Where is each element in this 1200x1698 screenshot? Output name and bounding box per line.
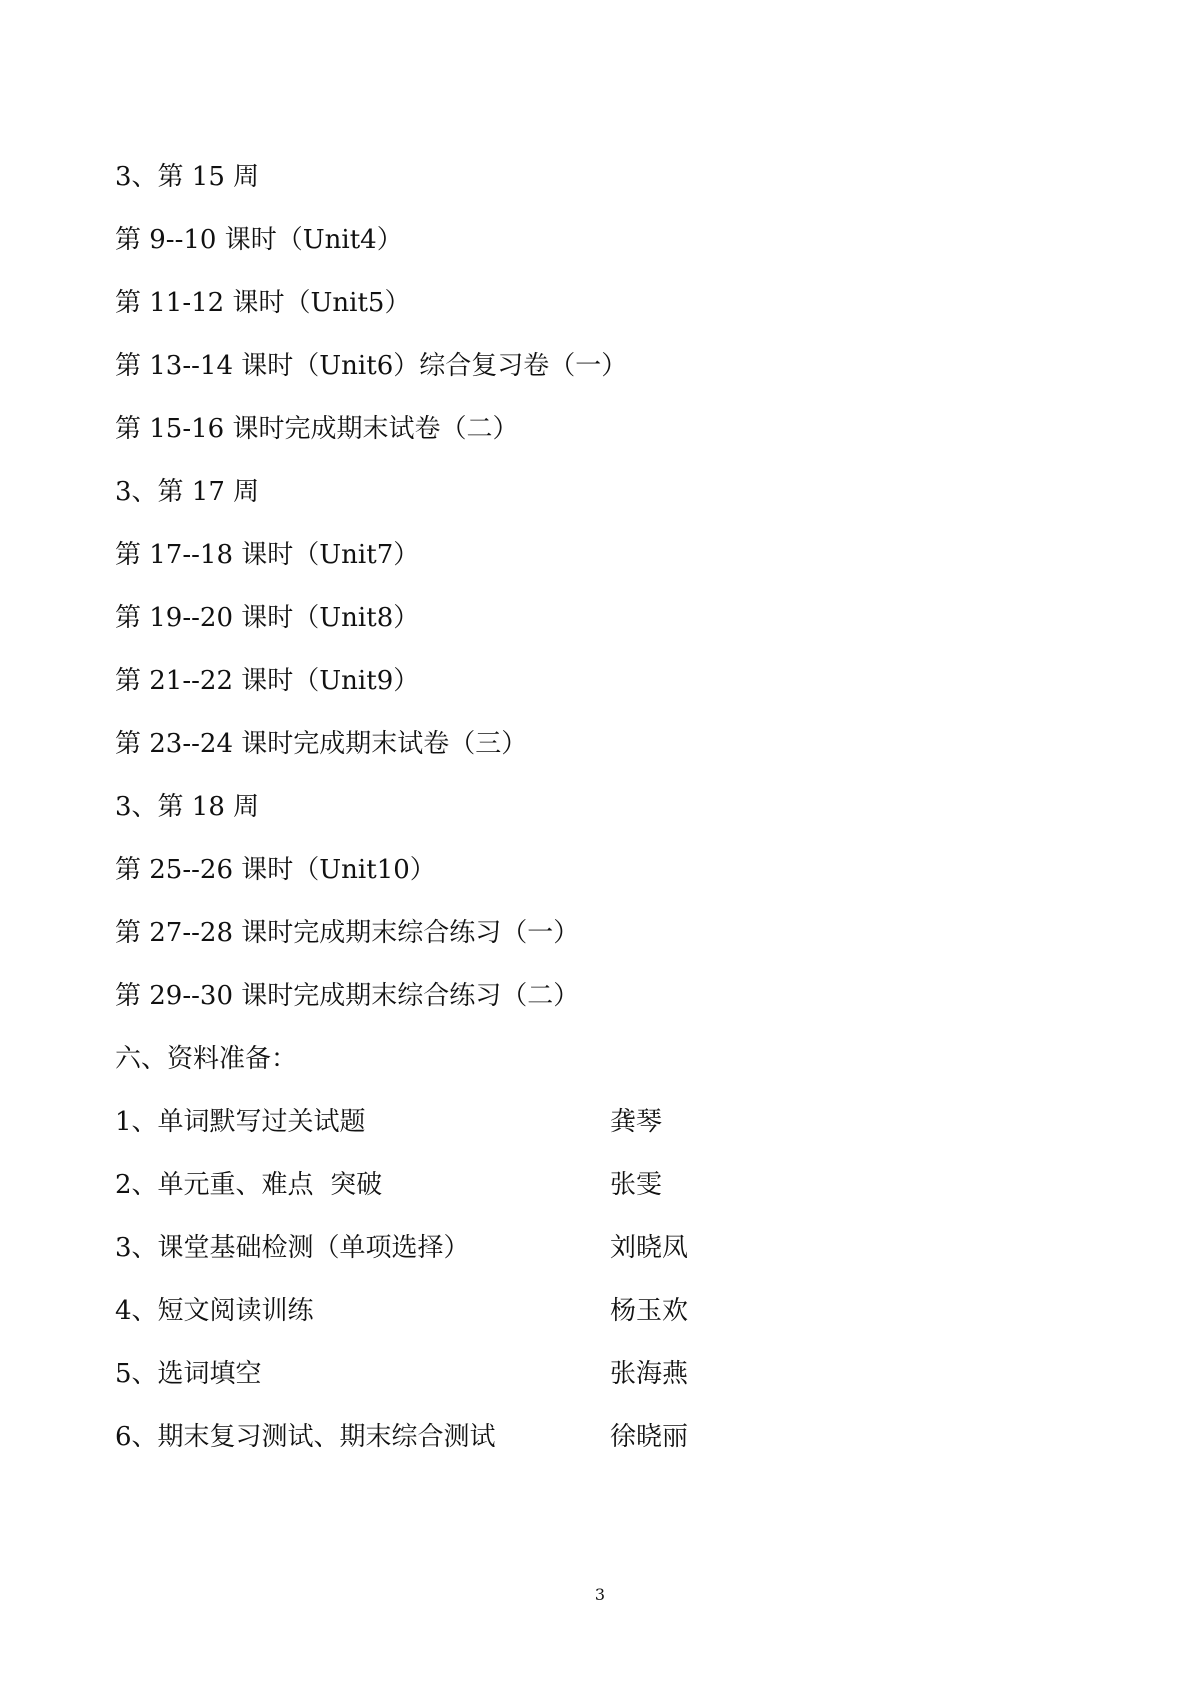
preparation-person: 张雯 [610, 1170, 663, 1200]
preparation-person: 徐晓丽 [610, 1422, 689, 1452]
schedule-line: 第 9--10 课时（Unit4） [115, 225, 403, 255]
preparation-row [115, 1107, 815, 1137]
preparation-task: 3、课堂基础检测（单项选择） [115, 1233, 470, 1263]
schedule-line: 第 23--24 课时完成期末试卷（三） [115, 729, 528, 759]
schedule-line: 第 13--14 课时（Unit6）综合复习卷（一） [115, 351, 628, 381]
preparation-row [115, 1422, 815, 1452]
schedule-line: 第 17--18 课时（Unit7） [115, 540, 420, 570]
preparation-row [115, 1170, 815, 1200]
week-heading-18: 3、第 18 周 [115, 792, 260, 822]
page-number: 3 [594, 1585, 606, 1604]
preparation-person: 刘晓凤 [610, 1233, 689, 1263]
week-heading-15: 3、第 15 周 [115, 162, 260, 192]
preparation-task: 1、单词默写过关试题 [115, 1107, 366, 1137]
preparation-row [115, 1296, 815, 1326]
preparation-task: 6、期末复习测试、期末综合测试 [115, 1422, 496, 1452]
preparation-row [115, 1359, 815, 1389]
schedule-line: 第 15-16 课时完成期末试卷（二） [115, 414, 519, 444]
preparation-task: 5、选词填空 [115, 1359, 262, 1389]
preparation-person: 张海燕 [610, 1359, 689, 1389]
preparation-task: 4、短文阅读训练 [115, 1296, 314, 1326]
preparation-person: 杨玉欢 [610, 1296, 689, 1326]
schedule-line: 第 21--22 课时（Unit9） [115, 666, 420, 696]
preparation-row [115, 1233, 815, 1263]
schedule-line: 第 25--26 课时（Unit10） [115, 855, 436, 885]
schedule-line: 第 19--20 课时（Unit8） [115, 603, 420, 633]
week-heading-17: 3、第 17 周 [115, 477, 260, 507]
section-heading: 六、资料准备： [115, 1044, 298, 1074]
preparation-person: 龚琴 [610, 1107, 663, 1137]
schedule-line: 第 11-12 课时（Unit5） [115, 288, 411, 318]
schedule-line: 第 27--28 课时完成期末综合练习（一） [115, 918, 580, 948]
preparation-task: 2、单元重、难点 突破 [115, 1170, 383, 1200]
schedule-line: 第 29--30 课时完成期末综合练习（二） [115, 981, 580, 1011]
